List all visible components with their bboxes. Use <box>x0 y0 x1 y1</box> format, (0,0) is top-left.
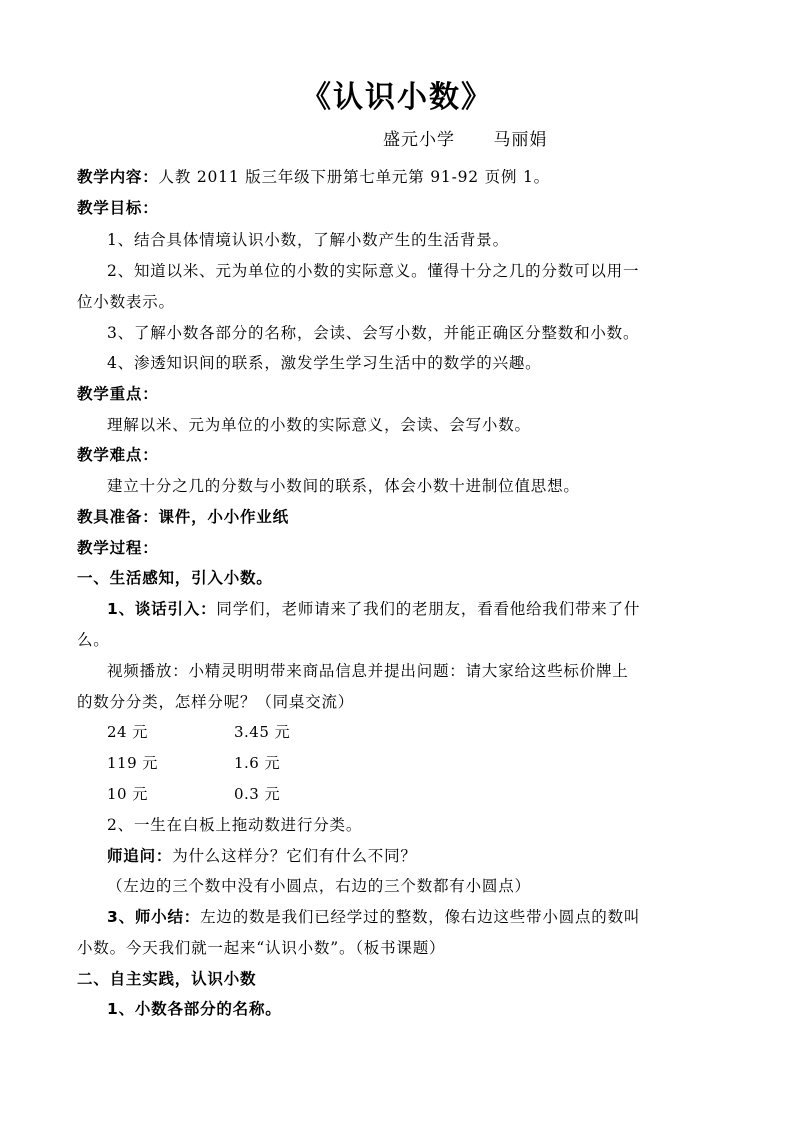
subsection-heading: 1、小数各部分的名称。 <box>107 1000 282 1018</box>
document-title: 《认识小数》 <box>301 80 493 115</box>
section-heading-2: 二、自主实践，认识小数 <box>77 970 257 988</box>
paragraph-summary-continued: 小数。今天我们就一起来“认识小数”。（板书课题） <box>77 939 446 957</box>
paragraph-intro-continued: 么。 <box>77 631 110 649</box>
teaching-content-text: 人教 2011 版三年级下册第七单元第 91-92 页例 1。 <box>158 168 550 186</box>
teaching-goals-label: 教学目标： <box>77 199 159 217</box>
paragraph-answer: （左边的三个数中没有小圆点，右边的三个数都有小圆点） <box>107 877 531 895</box>
key-points-text: 理解以米、元为单位的小数的实际意义，会读、会写小数。 <box>107 416 531 434</box>
question-text: 为什么这样分？它们有什么不同？ <box>172 847 417 865</box>
price-integer: 119 元 <box>107 754 158 772</box>
intro-label: 1、谈话引入： <box>107 600 217 618</box>
key-points-label: 教学重点： <box>77 385 159 403</box>
teaching-process-label: 教学过程： <box>77 539 159 557</box>
price-decimal: 3.45 元 <box>234 723 291 741</box>
summary-label: 3、师小结： <box>107 908 201 926</box>
paragraph-question <box>107 845 747 867</box>
difficulties-label: 教学难点： <box>77 446 159 464</box>
intro-text: 同学们，老师请来了我们的老朋友，看看他给我们带来了什 <box>216 600 641 618</box>
paragraph-video-continued: 的数分分类，怎样分呢？（同桌交流） <box>77 693 355 711</box>
goal-item: 2、知道以米、元为单位的小数的实际意义。懂得十分之几的分数可以用一 <box>107 262 640 280</box>
teaching-tools: 教具准备：课件，小小作业纸 <box>77 508 289 526</box>
goal-item-continued: 位小数表示。 <box>77 293 175 311</box>
goal-item: 4、渗透知识间的联系，激发学生学习生活中的数学的兴趣。 <box>107 354 542 372</box>
question-label: 师追问： <box>107 847 173 865</box>
section-heading-1: 一、生活感知，引入小数。 <box>77 569 273 587</box>
goal-item: 3、了解小数各部分的名称，会读、会写小数，并能正确区分整数和小数。 <box>107 324 640 342</box>
difficulties-text: 建立十分之几的分数与小数间的联系，体会小数十进制位值思想。 <box>107 477 580 495</box>
price-decimal: 0.3 元 <box>234 785 281 803</box>
teaching-content <box>77 166 717 188</box>
price-decimal: 1.6 元 <box>234 754 281 772</box>
goal-item: 1、结合具体情境认识小数，了解小数产生的生活背景。 <box>107 231 509 249</box>
price-integer: 10 元 <box>107 785 148 803</box>
price-integer: 24 元 <box>107 723 148 741</box>
paragraph-drag: 2、一生在白板上拖动数进行分类。 <box>107 816 363 834</box>
paragraph-summary <box>107 906 747 928</box>
summary-text: 左边的数是我们已经学过的整数，像右边这些带小圆点的数叫 <box>200 908 641 926</box>
paragraph-intro <box>107 598 747 620</box>
teaching-content-label: 教学内容： <box>77 168 159 186</box>
paragraph-video: 视频播放：小精灵明明带来商品信息并提出问题：请大家给这些标价牌上 <box>107 662 629 680</box>
author-line: 盛元小学 马丽娟 <box>383 130 548 150</box>
